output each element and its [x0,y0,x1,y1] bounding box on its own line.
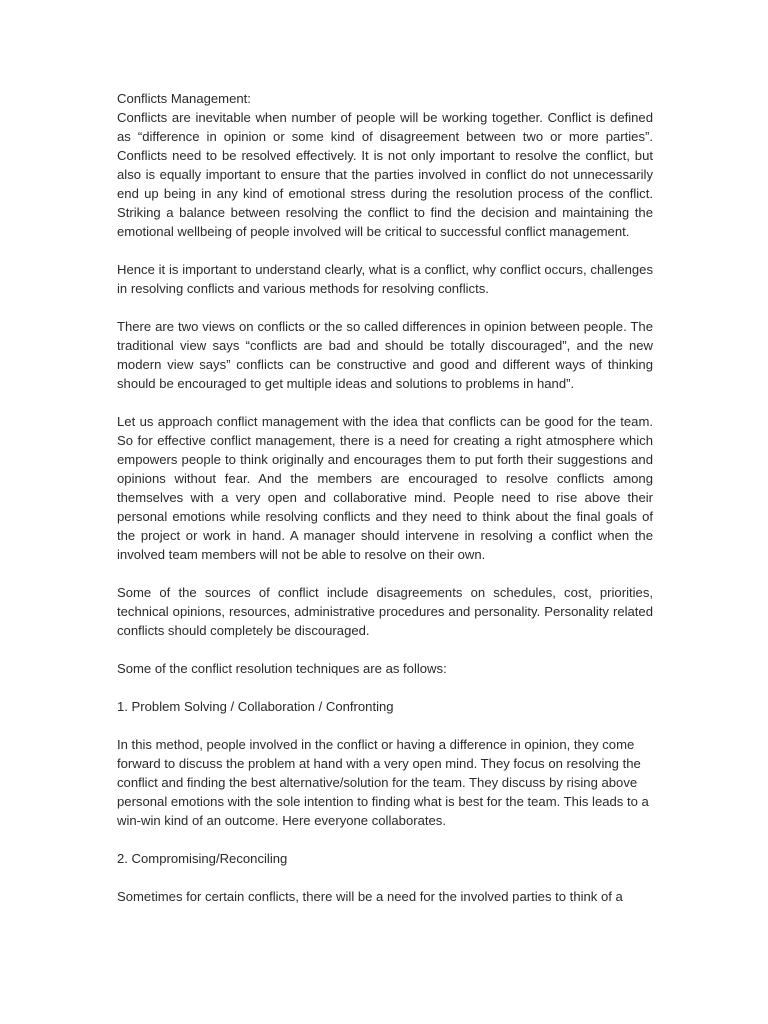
section-heading-problem-solving: 1. Problem Solving / Collaboration / Confronting [117,699,394,714]
paragraph-views: There are two views on conflicts or the so called differences in opinion between people. The traditional view says “conflicts are bad and should be totally discouraged”, and the new modern view says” conflicts can be constructive and good and different ways of thinking should be encouraged to get multiple ideas and solutions to problems in hand”. [117,319,653,391]
paragraph-compromising: Sometimes for certain conflicts, there will be a need for the involved parties to think of a [117,889,623,904]
section-heading-compromising: 2. Compromising/Reconciling [117,851,288,866]
paragraph-techniques-intro: Some of the conflict resolution techniques are as follows: [117,661,447,676]
paragraph-sources: Some of the sources of conflict include disagreements on schedules, cost, priorities, technical opinions, resources, administrative procedures and personality. Personality related conflicts should completely be discouraged. [117,585,653,638]
paragraph-problem-solving: In this method, people involved in the conflict or having a difference in opinion, they come forward to discuss the problem at hand with a very open mind. They focus on resolving the conflict and finding the best alternative/solution for the team. They discuss by rising above personal emotions with the sole intention to finding what is best for the team. This leads to a win-win kind of an outcome. Here everyone collaborates. [117,737,649,828]
document-heading: Conflicts Management: [117,91,251,106]
paragraph-approach: Let us approach conflict management with the idea that conflicts can be good for the team. So for effective conflict management, there is a need for creating a right atmosphere which empowers people to think originally and encourages them to put forth their suggestions and opinions without fear. And the members are encouraged to resolve conflicts among themselves with a very open and collaborative mind. People need to rise above their personal emotions while resolving conflicts and they need to think about the final goals of the project or work in hand. A manager should intervene in resolving a conflict when the involved team members will not be able to resolve on their own. [117,414,653,562]
paragraph-definition: Conflicts are inevitable when number of people will be working together. Conflict is defined as “difference in opinion or some kind of disagreement between two or more parties”. Conflicts need to be resolved effectively. It is not only important to resolve the conflict, but also is equally important to ensure that the parties involved in conflict do not unnecessarily end up being in any kind of emotional stress during the resolution process of the conflict. Striking a balance between resolving the conflict to find the decision and maintaining the emotional wellbeing of people involved will be critical to successful conflict management. [117,110,653,239]
paragraph-understanding: Hence it is important to understand clearly, what is a conflict, why conflict occurs, challenges in resolving conflicts and various methods for resolving conflicts. [117,262,653,296]
document-page [117,89,653,906]
